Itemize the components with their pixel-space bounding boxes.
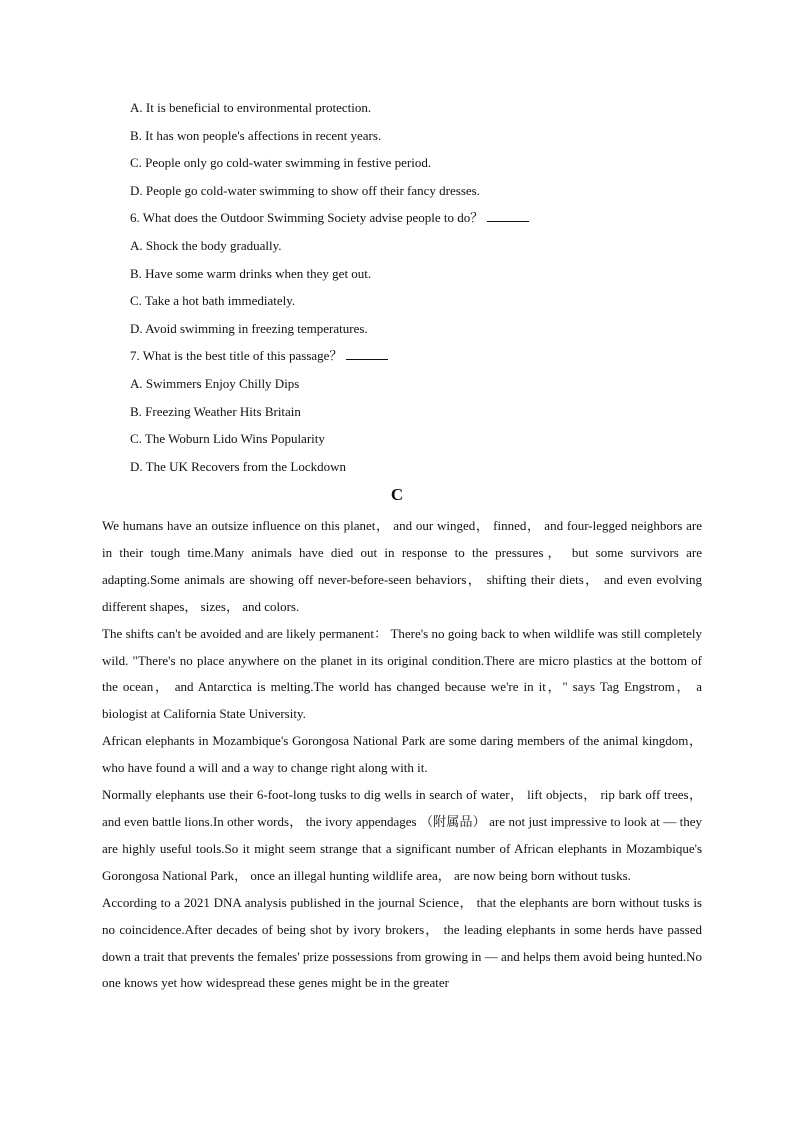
q5-option-b: B. It has won people's affections in recent years. [130, 127, 382, 143]
q6-stem-line [130, 204, 730, 232]
q7-option-a: A. Swimmers Enjoy Chilly Dips [130, 375, 300, 391]
q6-option-b: B. Have some warm drinks when they get out. [130, 265, 372, 281]
q7-option-c: C. The Woburn Lido Wins Popularity [130, 431, 325, 447]
passage-paragraph-1: We humans have an outsize influence on this planet， and our winged， finned， and four-legged neighbors are in their tough time.Many animals have died out in response to the pressures， but some survivors are adapting.Some animals are showing off never-before-seen behaviors， shifting their diets， and even evolving different shapes， sizes， and colors. [102, 518, 702, 614]
q7-option-d: D. The UK Recovers from the Lockdown [130, 458, 347, 474]
question-options-block [130, 94, 730, 480]
q6-option-c: C. Take a hot bath immediately. [130, 293, 296, 309]
q5-option-d: D. People go cold-water swimming to show off their fancy dresses. [130, 182, 480, 198]
q6-option-d: D. Avoid swimming in freezing temperatures. [130, 320, 368, 336]
q7-stem: 7. What is the best title of this passage？ [130, 348, 343, 364]
q7-stem-line [130, 342, 730, 370]
q6-option-a: A. Shock the body gradually. [130, 237, 282, 253]
q6-stem: 6. What does the Outdoor Swimming Society advise people to do？ [130, 210, 484, 226]
passage-paragraph-2: The shifts can't be avoided and are likely permanent： There's no going back to when wildlife was still completely wild. "There's no place anywhere on the planet in its original condition.There are micro plastics at the bottom of the ocean， and Antarctica is melting.The world has changed because we're in it，" says Tag Engstrom， a biologist at California State University. [102, 625, 702, 722]
passage-paragraph-5: According to a 2021 DNA analysis published in the journal Science， that the elephants are born without tusks is no coincidence.After decades of being shot by ivory brokers， the leading elephants in some herds have passed down a trait that prevents the females' prize possessions from growing in — and helps them avoid being hunted.No one knows yet how widespread these genes might be in the greater [102, 894, 702, 991]
q6-answer-blank [487, 209, 529, 222]
passage-paragraph-4: Normally elephants use their 6-foot-long tusks to dig wells in search of water， lift objects， rip bark off trees， and even battle lions.In other words， the ivory appendages （附属品） are not just impressive to look at — they are highly useful tools.So it might seem strange that a significant number of African elephants in Mozambique's Gorongosa National Park， once an illegal hunting wildlife area， are now being born without tusks. [102, 787, 702, 883]
section-title: C [390, 485, 404, 504]
q7-option-b: B. Freezing Weather Hits Britain [130, 403, 301, 419]
passage-paragraph-3: African elephants in Mozambique's Gorongosa National Park are some daring members of the animal kingdom， who have found a will and a way to change right along with it. [102, 733, 702, 776]
reading-passage [102, 513, 702, 997]
q5-option-a: A. It is beneficial to environmental protection. [130, 100, 372, 115]
q7-answer-blank [346, 347, 388, 360]
q5-option-c: C. People only go cold-water swimming in festive period. [130, 155, 432, 171]
